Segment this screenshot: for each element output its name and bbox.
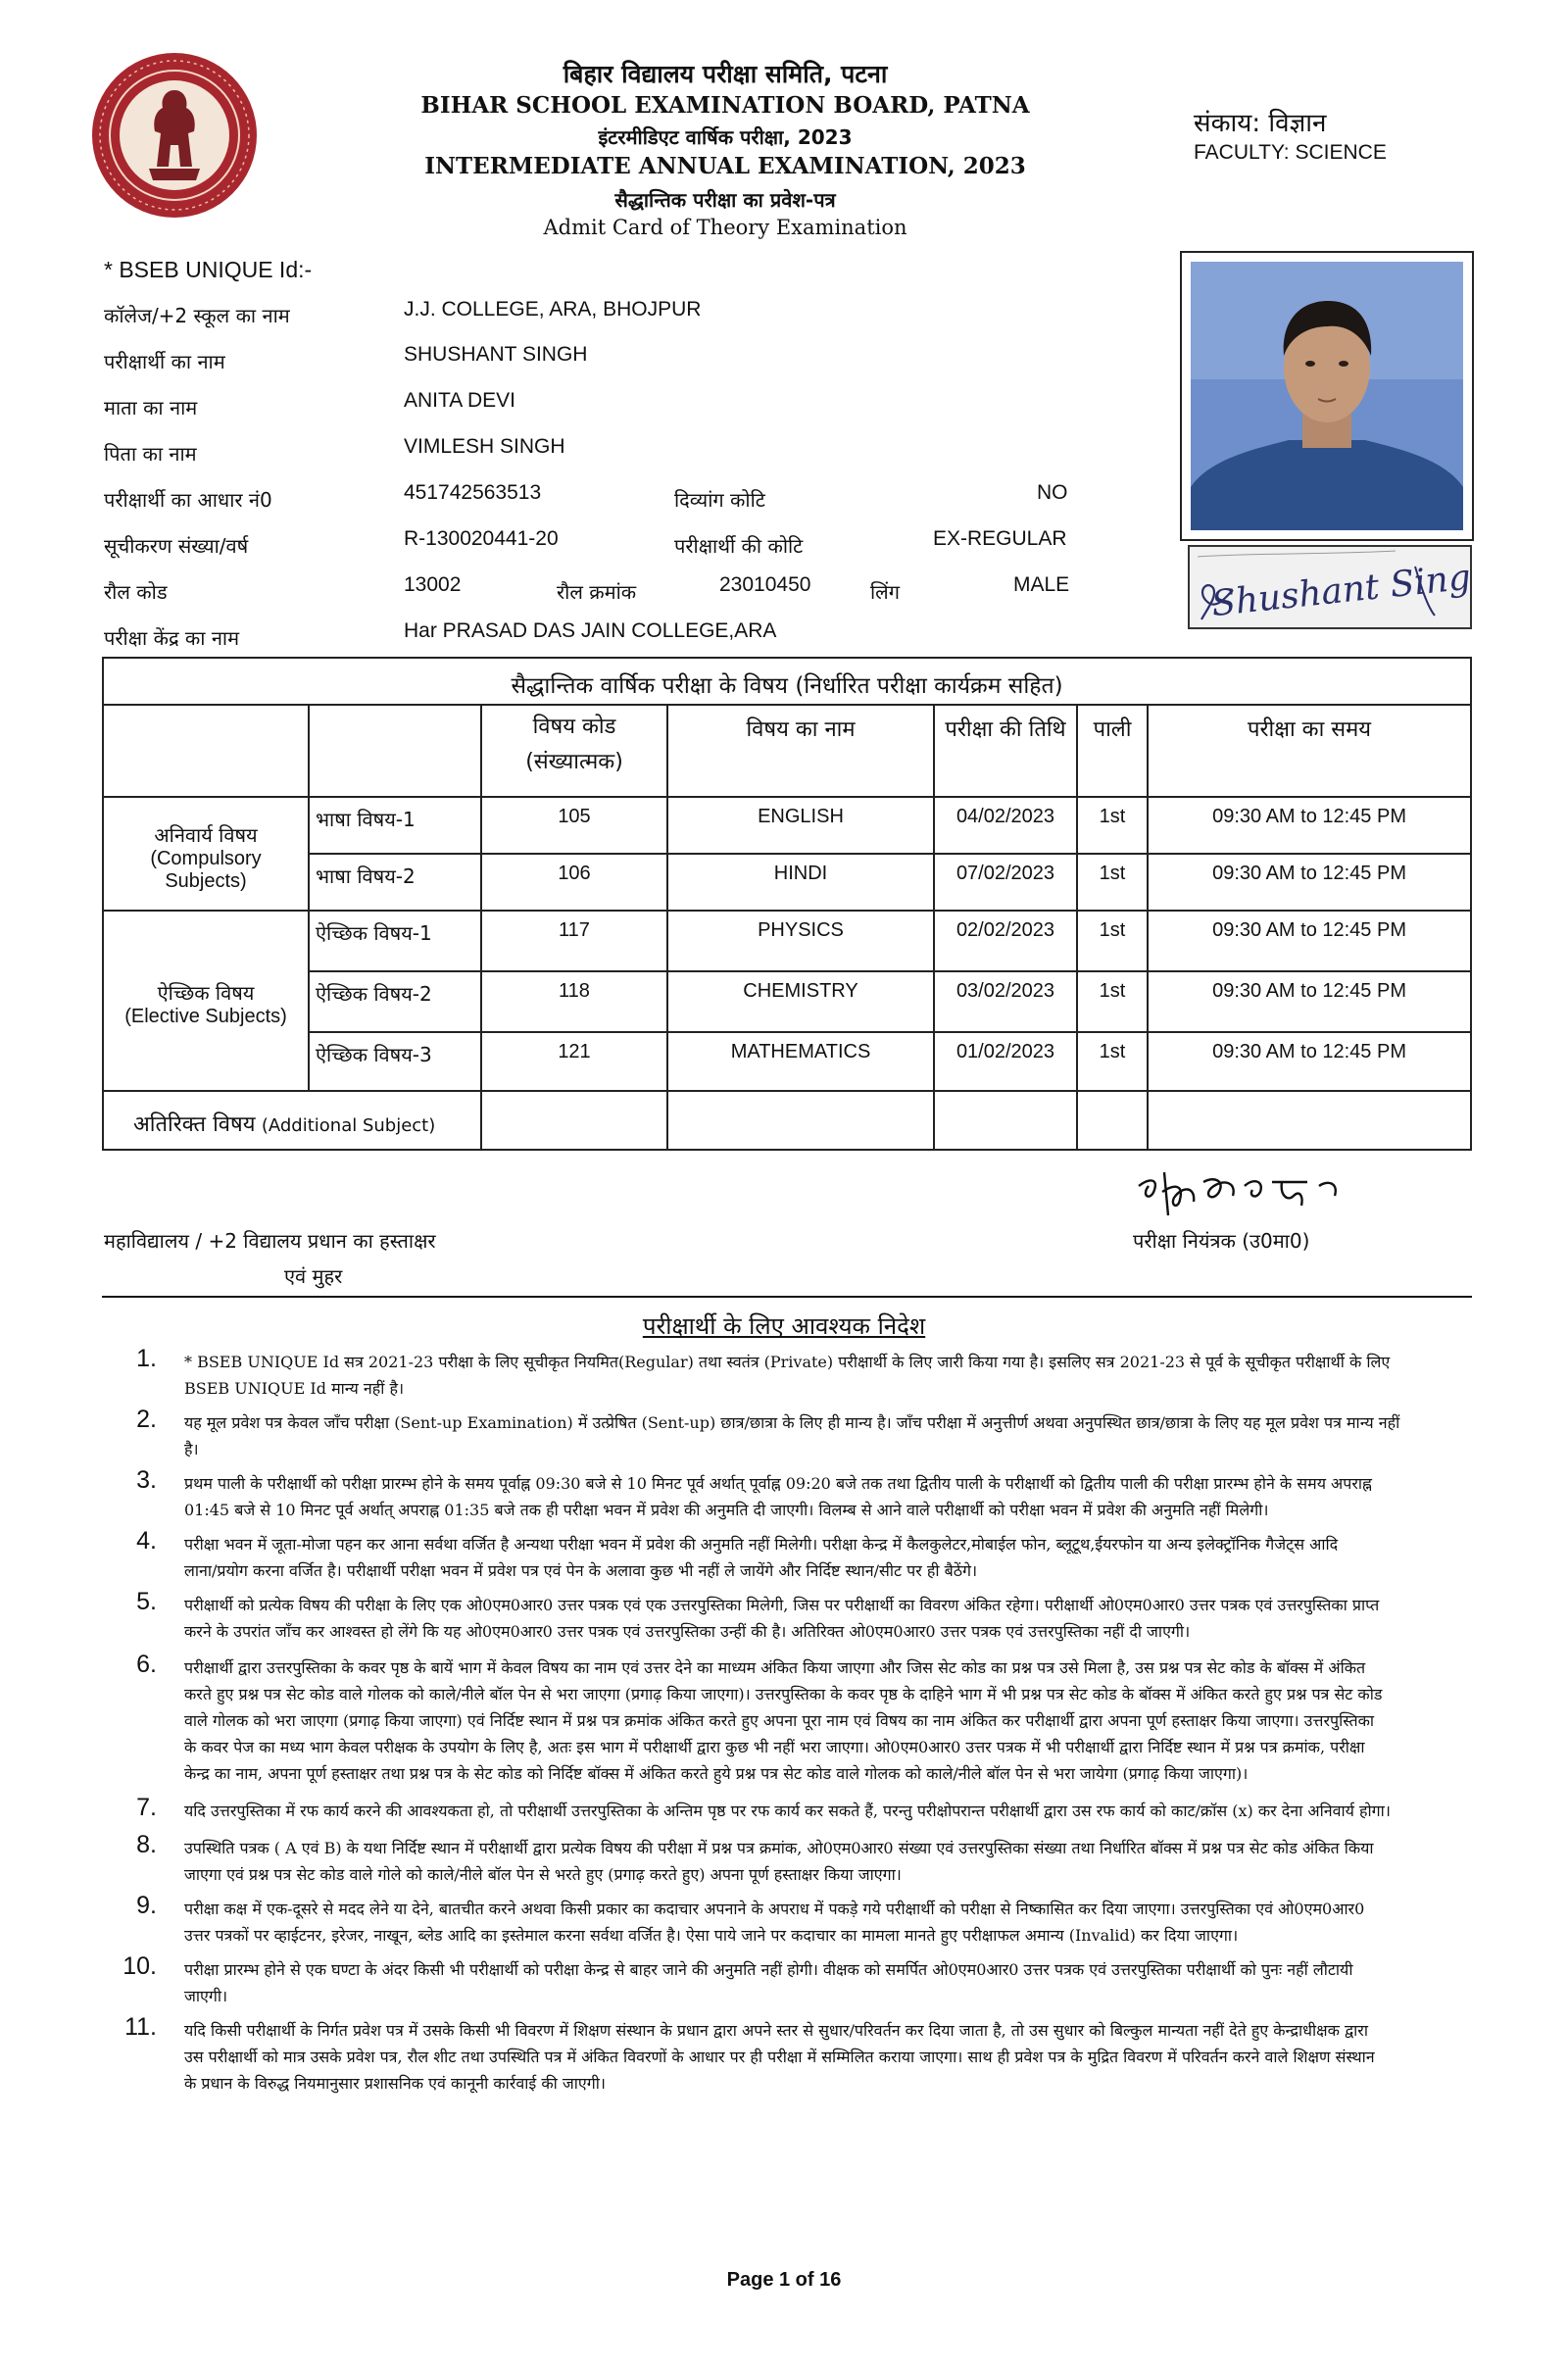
additional-shift xyxy=(1077,1091,1148,1150)
instruction-line: वाले गोलक को भरा जाएगा (प्रगाढ़ किया जाएगा) एवं निर्दिष्ट स्थान में प्रश्न पत्र क्रमांक अंकित करते हुए अपना पूरा नाम एवं विषय का नाम अंकित कर परीक्षार्थी द्वारा अपना पूर्ण हस्ताक्षर किया जाएगा। उत्तरपुस्तिका xyxy=(184,1711,1375,1730)
elective-english: (Elective Subjects) xyxy=(124,1006,287,1027)
principal-signature-label: महाविद्यालय / +2 विद्यालय प्रधान का हस्ताक्षर xyxy=(104,1229,436,1253)
mother-label: माता का नाम xyxy=(104,396,198,420)
instruction-line: उपस्थिति पत्रक ( A एवं B) के यथा निर्दिष्ट स्थान में परीक्षार्थी द्वारा प्रत्येक विषय की परीक्षा में प्रश्न पत्र क्रमांक, ओ0एम0आर0 संख्या एवं उत्तरपुस्तिका संख्या तथा निर्धारित बॉक्स में प्रश्न पत्र सेट कोड अंकित किया xyxy=(184,1839,1374,1857)
category-value: EX-REGULAR xyxy=(933,527,1067,550)
principal-seal-label: एवं मुहर xyxy=(284,1264,343,1288)
instruction-line: परीक्षा कक्ष में एक-दूसरे से मदद लेने या देने, बातचीत करने अथवा किसी प्रकार का कदाचार अपनाने के अपराध में पकड़े गये परीक्षार्थी को परीक्षा से निष्कासित कर दिया जाएगा। उत्तरपुस्तिका एवं ओ0एम0आर0 xyxy=(184,1900,1365,1918)
instruction-number: 3. xyxy=(136,1466,157,1494)
instruction-number: 9. xyxy=(136,1892,157,1919)
centre-label: परीक्षा केंद्र का नाम xyxy=(104,626,240,650)
row-date: 07/02/2023 xyxy=(934,854,1077,911)
instruction-line: करते हुए प्रश्न पत्र सेट कोड वाले गोलक को काले/नीले बॉल पेन से भरा जाएगा (प्रगाढ़ किया जाएगा)। उत्तरपुस्तिका के कवर पृष्ठ के दाहिने भाग में भी प्रश्न पत्र सेट कोड के बॉक्स में अंकित करते हुए प्रश्न पत्र सेट कोड xyxy=(184,1685,1383,1703)
header-exam-time: परीक्षा का समय xyxy=(1148,705,1471,797)
exam-title-hindi: इंटरमीडिएट वार्षिक परीक्षा, 2023 xyxy=(598,125,853,149)
instruction-number: 11. xyxy=(124,2013,157,2041)
row-time: 09:30 AM to 12:45 PM xyxy=(1148,971,1471,1032)
instruction-text xyxy=(184,1349,1468,1402)
header-code-sub: (संख्यात्मक) xyxy=(525,750,623,774)
instruction-number: 2. xyxy=(136,1406,157,1433)
table-row xyxy=(103,911,1471,971)
row-code: 121 xyxy=(481,1032,667,1091)
instruction-line: उस परीक्षार्थी को मात्र उसके प्रवेश पत्र, रौल शीट तथा उपस्थिति पत्र में अंकित विवरणों के आधार पर ही परीक्षा में सम्मिलित कराया जाएगा। साथ ही प्रवेश पत्र के मुद्रित विवरण में परिवर्तन करने वाले शिक्षण संस्थान xyxy=(184,2048,1375,2066)
compulsory-english: (Compulsory Subjects) xyxy=(150,847,262,892)
unique-id-label: * BSEB UNIQUE Id:- xyxy=(104,257,313,282)
instruction-line: उत्तर पत्रकों पर व्हाईटनर, इरेजर, नाखून, ब्लेड आदि का इस्तेमाल करना सर्वथा वर्जित है। ऐसा पाये जाने पर कदाचार का मामला मानते हुए परीक्षाफल अमान्य (Invalid) कर दिया जाएगा। xyxy=(184,1926,1239,1945)
header-shift: पाली xyxy=(1077,705,1148,797)
instruction-line: 01:45 बजे से 10 मिनट पूर्व अर्थात् अपराह्न 01:35 बजे तक ही परीक्षा भवन में प्रवेश की अनुमति दी जाएगी। विलम्ब से आने वाले परीक्षार्थी को परीक्षा भवन में प्रवेश की अनुमति नहीं मिलेगी। xyxy=(184,1501,1269,1519)
exam-title-english: INTERMEDIATE ANNUAL EXAMINATION, 2023 xyxy=(424,153,1026,179)
header-blank-2 xyxy=(309,705,481,797)
board-title-english: BIHAR SCHOOL EXAMINATION BOARD, PATNA xyxy=(420,92,1030,119)
additional-code xyxy=(481,1091,667,1150)
row-time: 09:30 AM to 12:45 PM xyxy=(1148,854,1471,911)
instruction-text xyxy=(184,1470,1468,1523)
row-code: 118 xyxy=(481,971,667,1032)
instruction-line: जाएगी। xyxy=(184,1987,228,2005)
row-shift: 1st xyxy=(1077,911,1148,971)
instruction-text xyxy=(184,1531,1468,1584)
divyang-value: NO xyxy=(1037,481,1068,504)
row-subject: MATHEMATICS xyxy=(667,1032,934,1091)
centre-value: Har PRASAD DAS JAIN COLLEGE,ARA xyxy=(404,619,777,642)
row-code: 117 xyxy=(481,911,667,971)
roll-code-label: रौल कोड xyxy=(104,580,168,604)
row-date: 01/02/2023 xyxy=(934,1032,1077,1091)
additional-label xyxy=(103,1091,481,1150)
instruction-line: यदि किसी परीक्षार्थी के निर्गत प्रवेश पत्र में उसके किसी भी विवरण में शिक्षण संस्थान के प्रधान द्वारा अपने स्तर से सुधार/परिवर्तन कर दिया जाता है, तो उस सुधार को बिल्कुल मान्यता नहीं देते हुए केन्द्राधीक्षक द्वारा xyxy=(184,2021,1368,2040)
row-type: ऐच्छिक विषय-1 xyxy=(309,911,481,971)
faculty-english: FACULTY: SCIENCE xyxy=(1194,141,1387,164)
instruction-text xyxy=(184,1654,1468,1787)
subjects-table xyxy=(102,657,1472,1151)
aadhar-value: 451742563513 xyxy=(404,481,542,504)
additional-english: (Additional Subject) xyxy=(261,1115,436,1136)
instruction-text xyxy=(184,1409,1468,1462)
row-shift: 1st xyxy=(1077,854,1148,911)
board-title-hindi: बिहार विद्यालय परीक्षा समिति, पटना xyxy=(563,60,888,88)
instruction-line: के कवर पेज का मध्य भाग केवल परीक्षक के उपयोग के लिए है, अतः इस भाग में परीक्षार्थी द्वारा कुछ भी नहीं भरा जाएगा। ओ0एम0आर0 उत्तर पत्रक में भी परीक्षार्थी द्वारा निर्दिष्ट स्थान में प्रश्न पत्र क्रमांक, परीक्षा xyxy=(184,1738,1365,1756)
row-code: 105 xyxy=(481,797,667,854)
card-title-english: Admit Card of Theory Examination xyxy=(543,216,907,239)
table-row xyxy=(103,1032,1471,1091)
instruction-text xyxy=(184,1798,1468,1824)
candidate-signature xyxy=(1188,545,1472,629)
instruction-number: 6. xyxy=(136,1651,157,1678)
row-subject: ENGLISH xyxy=(667,797,934,854)
additional-hindi: अतिरिक्त विषय xyxy=(133,1112,256,1137)
card-title-hindi: सैद्धान्तिक परीक्षा का प्रवेश-पत्र xyxy=(614,188,836,212)
instruction-number: 4. xyxy=(136,1527,157,1555)
divider xyxy=(102,1296,1472,1298)
row-time: 09:30 AM to 12:45 PM xyxy=(1148,797,1471,854)
registration-label: सूचीकरण संख्या/वर्ष xyxy=(104,534,249,558)
instruction-text xyxy=(184,2017,1468,2097)
compulsory-group xyxy=(103,797,309,911)
additional-time xyxy=(1148,1091,1471,1150)
instruction-line: प्रथम पाली के परीक्षार्थी को परीक्षा प्रारम्भ होने के समय पूर्वाह्न 09:30 बजे से 10 मिनट पूर्व अर्थात् पूर्वाह्न 09:20 बजे तक तथा द्वितीय पाली के परीक्षार्थी को द्वितीय पाली की परीक्षा प्रारम्भ होने के समय अपराह्न xyxy=(184,1474,1373,1493)
instruction-line: परीक्षार्थी द्वारा उत्तरपुस्तिका के कवर पृष्ठ के बायें भाग में केवल विषय का नाम एवं उत्तर देने का माध्यम अंकित किया जाएगा और जिस सेट कोड का प्रश्न पत्र उसे मिला है, उस प्रश्न पत्र सेट कोड के बॉक्स में अंकित xyxy=(184,1658,1366,1677)
row-subject: HINDI xyxy=(667,854,934,911)
additional-date xyxy=(934,1091,1077,1150)
row-type: ऐच्छिक विषय-3 xyxy=(309,1032,481,1091)
row-shift: 1st xyxy=(1077,1032,1148,1091)
instruction-line: * BSEB UNIQUE Id सत्र 2021-23 परीक्षा के लिए सूचीकृत नियमित(Regular) तथा स्वतंत्र (Private) परीक्षार्थी के लिए जारी किया गया है। इसलिए सत्र 2021-23 से पूर्व के सूचीकृत परीक्षार्थी के लिए xyxy=(184,1353,1391,1371)
instruction-number: 10. xyxy=(122,1952,157,1980)
row-subject: CHEMISTRY xyxy=(667,971,934,1032)
mother-value: ANITA DEVI xyxy=(404,389,515,412)
instruction-line: यह मूल प्रवेश पत्र केवल जाँच परीक्षा (Sent-up Examination) में उत्प्रेषित (Sent-up) छात्र/छात्रा के लिए ही मान्य है। जाँच परीक्षा में अनुत्तीर्ण अथवा अनुपस्थित छात्र/छात्रा के लिए यह मूल प्रवेश पत्र मान्य नहीं xyxy=(184,1413,1400,1432)
row-code: 106 xyxy=(481,854,667,911)
instruction-text xyxy=(184,1592,1468,1645)
instruction-line: यदि उत्तरपुस्तिका में रफ कार्य करने की आवश्यकता हो, तो परीक्षार्थी उत्तरपुस्तिका के अन्तिम पृष्ठ पर रफ कार्य कर सकते हैं, परन्तु परीक्षोपरान्त परीक्षार्थी द्वारा उस रफ कार्य को काट/क्रॉस (x) कर देना अनिवार्य होगा। xyxy=(184,1802,1391,1820)
additional-row xyxy=(103,1091,1471,1150)
table-row xyxy=(103,971,1471,1032)
divyang-label: दिव्यांग कोटि xyxy=(674,488,765,512)
instruction-number: 1. xyxy=(136,1345,157,1372)
name-label: परीक्षार्थी का नाम xyxy=(104,350,225,373)
instruction-line: परीक्षार्थी को प्रत्येक विषय की परीक्षा के लिए एक ओ0एम0आर0 उत्तर पत्रक एवं एक उत्तरपुस्तिका मिलेगी, जिस पर परीक्षार्थी का विवरण अंकित रहेगा। परीक्षार्थी ओ0एम0आर0 उत्तर पत्रक एवं उत्तरपुस्तिका प्राप्त xyxy=(184,1596,1380,1614)
instruction-number: 5. xyxy=(136,1588,157,1615)
name-value: SHUSHANT SINGH xyxy=(404,343,588,366)
row-subject: PHYSICS xyxy=(667,911,934,971)
instruction-line: जाएगा एवं प्रश्न पत्र सेट कोड वाले गोले को काले/नीले बॉल पेन से भरते हुए (प्रगाढ़ करते हुए) अपना पूर्ण हस्ताक्षर किया जाएगा। xyxy=(184,1865,902,1884)
table-row xyxy=(103,797,1471,854)
controller-signature xyxy=(1135,1157,1350,1225)
compulsory-hindi: अनिवार्य विषय xyxy=(154,822,258,847)
roll-no-value: 23010450 xyxy=(719,573,811,596)
father-value: VIMLESH SINGH xyxy=(404,435,565,458)
elective-group xyxy=(103,911,309,1091)
college-value: J.J. COLLEGE, ARA, BHOJPUR xyxy=(404,298,702,321)
instruction-line: करने के उपरांत जाँच कर आश्वस्त हो लेंगे कि यह ओ0एम0आर0 उत्तर पत्रक एवं उत्तरपुस्तिका उन्हीं की है। अतिरिक्त ओ0एम0आर0 उत्तर पत्रक एवं उत्तरपुस्तिका नहीं दी जाएगी। xyxy=(184,1622,1191,1641)
candidate-photo xyxy=(1180,251,1474,541)
instructions-title xyxy=(0,1309,1568,1342)
roll-code-value: 13002 xyxy=(404,573,462,596)
row-date: 03/02/2023 xyxy=(934,971,1077,1032)
row-date: 04/02/2023 xyxy=(934,797,1077,854)
signature-scribble-icon xyxy=(1190,547,1470,627)
faculty-hindi: संकाय: विज्ञान xyxy=(1194,109,1327,138)
college-label: कॉलेज/+2 स्कूल का नाम xyxy=(104,304,290,327)
row-time: 09:30 AM to 12:45 PM xyxy=(1148,911,1471,971)
row-time: 09:30 AM to 12:45 PM xyxy=(1148,1032,1471,1091)
controller-label: परीक्षा नियंत्रक (उ0मा0) xyxy=(1133,1229,1310,1253)
row-shift: 1st xyxy=(1077,971,1148,1032)
table-row xyxy=(103,854,1471,911)
instruction-line: परीक्षा भवन में जूता-मोजा पहन कर आना सर्वथा वर्जित है अन्यथा परीक्षा भवन में प्रवेश की अनुमति नहीं मिलेगी। परीक्षा केन्द्र में कैलकुलेटर,मोबाईल फोन, ब्लूटूथ,ईयरफोन या अन्य इलेक्ट्रॉनिक गैजेट्स आदि xyxy=(184,1535,1339,1554)
row-date: 02/02/2023 xyxy=(934,911,1077,971)
row-shift: 1st xyxy=(1077,797,1148,854)
instruction-text xyxy=(184,1956,1468,2009)
category-label: परीक्षार्थी की कोटि xyxy=(674,534,804,558)
header-code xyxy=(481,705,667,797)
row-type: भाषा विषय-2 xyxy=(309,854,481,911)
instruction-line: के प्रधान के विरुद्ध नियमानुसार प्रशासनिक एवं कानूनी कार्रवाई की जाएगी। xyxy=(184,2074,606,2093)
page-number: Page 1 of 16 xyxy=(726,2269,842,2291)
header-subject-name: विषय का नाम xyxy=(667,705,934,797)
gender-label: लिंग xyxy=(870,580,900,604)
row-type: ऐच्छिक विषय-2 xyxy=(309,971,481,1032)
instruction-text xyxy=(184,1896,1468,1949)
instruction-line: है। xyxy=(184,1440,199,1458)
instruction-line: BSEB UNIQUE Id मान्य नहीं है। xyxy=(184,1379,405,1398)
aadhar-label: परीक्षार्थी का आधार नं0 xyxy=(104,488,272,512)
row-type: भाषा विषय-1 xyxy=(309,797,481,854)
roll-no-label: रौल क्रमांक xyxy=(557,580,637,604)
instructions-title-text: परीक्षार्थी के लिए आवश्यक निदेश xyxy=(642,1312,926,1340)
instruction-number: 7. xyxy=(136,1794,157,1821)
elective-hindi: ऐच्छिक विषय xyxy=(157,981,255,1005)
bseb-seal-icon xyxy=(90,51,259,220)
header-exam-date: परीक्षा की तिथि xyxy=(934,705,1077,797)
header-code-label: विषय कोड xyxy=(532,715,616,739)
gender-value: MALE xyxy=(1013,573,1070,596)
signature-text: Shushant Singh xyxy=(1209,555,1470,625)
instruction-text xyxy=(184,1835,1468,1888)
instruction-number: 8. xyxy=(136,1831,157,1858)
registration-value: R-130020441-20 xyxy=(404,527,559,550)
additional-subject xyxy=(667,1091,934,1150)
table-title: सैद्धान्तिक वार्षिक परीक्षा के विषय (निर्धारित परीक्षा कार्यक्रम सहित) xyxy=(103,658,1471,705)
instruction-line: लाना/प्रयोग करना वर्जित है। परीक्षार्थी परीक्षा भवन में प्रवेश पत्र एवं पेन के अलावा कुछ भी नहीं ले जायेंगे और निर्दिष्ट स्थान/सीट पर ही बैठेंगे। xyxy=(184,1561,978,1580)
instruction-line: केन्द्र का नाम, अपना पूर्ण हस्ताक्षर तथा प्रश्न पत्र के सेट कोड को निर्दिष्ट बॉक्स में अंकित करते हुये प्रश्न पत्र सेट कोड वाले गोलक को काले/नीले बॉल पेन से भरा जायेगा (प्रगाढ़ किया जाएगा)। xyxy=(184,1764,1249,1783)
person-photo-icon xyxy=(1191,262,1463,530)
father-label: पिता का नाम xyxy=(104,442,197,466)
table-header-row xyxy=(103,705,1471,797)
header-blank-1 xyxy=(103,705,309,797)
instruction-line: परीक्षा प्रारम्भ होने से एक घण्टा के अंदर किसी भी परीक्षार्थी को परीक्षा केन्द्र से बाहर जाने की अनुमति नहीं होगी। वीक्षक को समर्पित ओ0एम0आर0 उत्तर पत्रक एवं उत्तरपुस्तिका परीक्षार्थी को पुनः नहीं लौटायी xyxy=(184,1960,1353,1979)
